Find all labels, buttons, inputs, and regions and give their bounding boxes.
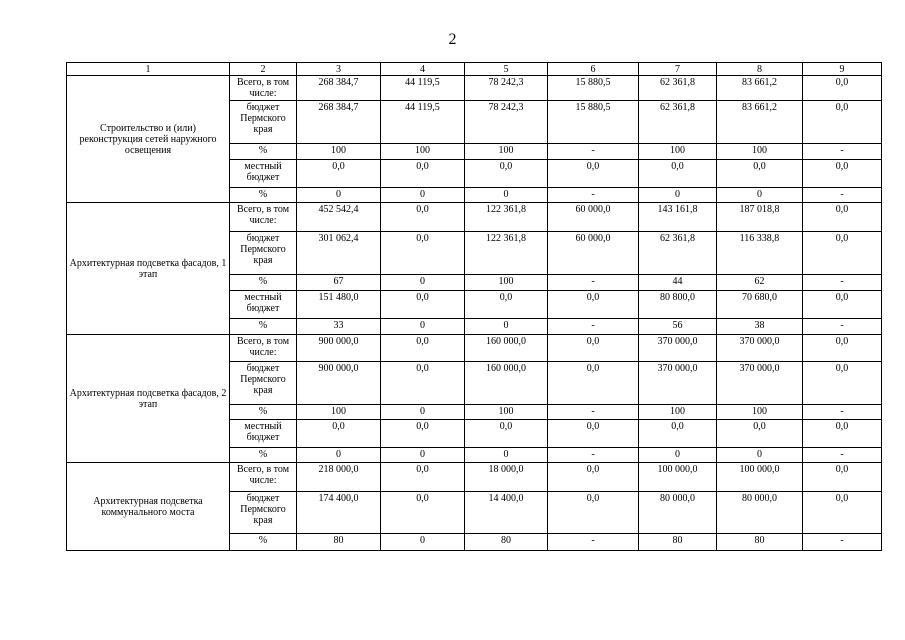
value-cell: 80	[639, 534, 717, 551]
value-cell: 452 542,4	[297, 203, 381, 232]
value-cell: 44	[639, 275, 717, 291]
value-cell: 122 361,8	[465, 203, 548, 232]
value-cell: 0,0	[803, 463, 882, 492]
value-cell: 62 361,8	[639, 232, 717, 275]
value-cell: -	[803, 144, 882, 160]
value-cell: 83 661,2	[717, 76, 803, 101]
value-cell: 0	[297, 188, 381, 203]
value-cell: 0	[465, 319, 548, 335]
value-cell: 0,0	[381, 362, 465, 405]
value-cell: 0,0	[381, 492, 465, 534]
value-cell: 18 000,0	[465, 463, 548, 492]
value-cell: 100	[717, 405, 803, 420]
funding-type: местный бюджет	[230, 420, 297, 448]
page-number: 2	[448, 31, 457, 48]
value-cell: 0	[639, 188, 717, 203]
table-row	[67, 76, 882, 101]
value-cell: 0	[465, 188, 548, 203]
budget-table	[66, 62, 882, 551]
funding-type: Всего, в том числе:	[230, 203, 297, 232]
section-name: Архитектурная подсветка фасадов, 2 этап	[67, 335, 230, 463]
table-row	[67, 335, 882, 362]
value-cell: 33	[297, 319, 381, 335]
funding-type: %	[230, 448, 297, 463]
value-cell: 100	[297, 405, 381, 420]
value-cell: 100	[717, 144, 803, 160]
column-header: 7	[639, 63, 717, 76]
funding-type: Всего, в том числе:	[230, 463, 297, 492]
value-cell: 370 000,0	[717, 362, 803, 405]
value-cell: 100	[465, 144, 548, 160]
value-cell: 160 000,0	[465, 335, 548, 362]
value-cell: 268 384,7	[297, 76, 381, 101]
value-cell: 100	[297, 144, 381, 160]
funding-type: бюджет Пермского края	[230, 101, 297, 144]
section-name: Архитектурная подсветка фасадов, 1 этап	[67, 203, 230, 335]
table-row	[67, 203, 882, 232]
value-cell: 0,0	[717, 160, 803, 188]
value-cell: 0	[465, 448, 548, 463]
value-cell: -	[803, 448, 882, 463]
value-cell: 0,0	[803, 203, 882, 232]
value-cell: 0,0	[297, 420, 381, 448]
value-cell: 0	[381, 319, 465, 335]
value-cell: 100	[639, 405, 717, 420]
value-cell: 80 000,0	[639, 492, 717, 534]
value-cell: 15 880,5	[548, 76, 639, 101]
value-cell: -	[803, 188, 882, 203]
funding-type: %	[230, 319, 297, 335]
value-cell: 900 000,0	[297, 335, 381, 362]
value-cell: -	[548, 188, 639, 203]
value-cell: 0,0	[717, 420, 803, 448]
value-cell: 0,0	[381, 291, 465, 319]
value-cell: -	[548, 319, 639, 335]
section-name: Строительство и (или) реконструкция сетей наружного освещения	[67, 76, 230, 203]
value-cell: 62 361,8	[639, 76, 717, 101]
section-name: Архитектурная подсветка коммунального моста	[67, 463, 230, 551]
value-cell: 15 880,5	[548, 101, 639, 144]
value-cell: 174 400,0	[297, 492, 381, 534]
column-header: 3	[297, 63, 381, 76]
value-cell: 60 000,0	[548, 232, 639, 275]
value-cell: 100 000,0	[717, 463, 803, 492]
value-cell: 80	[465, 534, 548, 551]
value-cell: 0	[381, 275, 465, 291]
column-header: 6	[548, 63, 639, 76]
value-cell: -	[548, 405, 639, 420]
value-cell: 80 000,0	[717, 492, 803, 534]
value-cell: 122 361,8	[465, 232, 548, 275]
value-cell: 0,0	[381, 335, 465, 362]
value-cell: 0	[381, 534, 465, 551]
value-cell: -	[803, 319, 882, 335]
table-row	[67, 463, 882, 492]
value-cell: 0,0	[548, 335, 639, 362]
value-cell: 0	[717, 448, 803, 463]
value-cell: 0,0	[465, 291, 548, 319]
value-cell: 80	[297, 534, 381, 551]
value-cell: 100	[465, 405, 548, 420]
value-cell: 60 000,0	[548, 203, 639, 232]
value-cell: 62	[717, 275, 803, 291]
value-cell: 100 000,0	[639, 463, 717, 492]
value-cell: 0,0	[803, 76, 882, 101]
value-cell: 143 161,8	[639, 203, 717, 232]
value-cell: 268 384,7	[297, 101, 381, 144]
funding-type: %	[230, 534, 297, 551]
value-cell: 0,0	[803, 160, 882, 188]
value-cell: 370 000,0	[639, 335, 717, 362]
funding-type: бюджет Пермского края	[230, 232, 297, 275]
value-cell: 0,0	[639, 160, 717, 188]
header-row	[67, 63, 882, 76]
column-header: 9	[803, 63, 882, 76]
value-cell: -	[548, 275, 639, 291]
value-cell: 218 000,0	[297, 463, 381, 492]
value-cell: 0,0	[381, 463, 465, 492]
value-cell: 0,0	[381, 160, 465, 188]
value-cell: 0,0	[803, 420, 882, 448]
value-cell: 370 000,0	[717, 335, 803, 362]
value-cell: 38	[717, 319, 803, 335]
value-cell: 80	[717, 534, 803, 551]
value-cell: 0,0	[639, 420, 717, 448]
value-cell: 0,0	[548, 463, 639, 492]
funding-type: местный бюджет	[230, 160, 297, 188]
value-cell: 0,0	[803, 335, 882, 362]
value-cell: 67	[297, 275, 381, 291]
value-cell: -	[803, 534, 882, 551]
value-cell: 187 018,8	[717, 203, 803, 232]
value-cell: 0,0	[548, 492, 639, 534]
value-cell: 100	[639, 144, 717, 160]
value-cell: 0,0	[548, 291, 639, 319]
value-cell: 0,0	[465, 160, 548, 188]
value-cell: 370 000,0	[639, 362, 717, 405]
column-header: 8	[717, 63, 803, 76]
value-cell: 116 338,8	[717, 232, 803, 275]
value-cell: 0,0	[381, 232, 465, 275]
funding-type: %	[230, 188, 297, 203]
value-cell: 0	[639, 448, 717, 463]
value-cell: -	[548, 448, 639, 463]
value-cell: 78 242,3	[465, 101, 548, 144]
column-header: 2	[230, 63, 297, 76]
value-cell: 900 000,0	[297, 362, 381, 405]
funding-type: бюджет Пермского края	[230, 492, 297, 534]
column-header: 1	[67, 63, 230, 76]
value-cell: 14 400,0	[465, 492, 548, 534]
value-cell: 0,0	[548, 160, 639, 188]
funding-type: %	[230, 144, 297, 160]
value-cell: 0	[297, 448, 381, 463]
funding-type: %	[230, 275, 297, 291]
value-cell: 160 000,0	[465, 362, 548, 405]
value-cell: 0	[381, 448, 465, 463]
value-cell: 56	[639, 319, 717, 335]
funding-type: местный бюджет	[230, 291, 297, 319]
value-cell: 0,0	[381, 420, 465, 448]
value-cell: 0,0	[803, 232, 882, 275]
value-cell: 78 242,3	[465, 76, 548, 101]
value-cell: 151 480,0	[297, 291, 381, 319]
column-header: 5	[465, 63, 548, 76]
value-cell: 0	[381, 188, 465, 203]
funding-type: Всего, в том числе:	[230, 335, 297, 362]
value-cell: 0,0	[297, 160, 381, 188]
value-cell: 62 361,8	[639, 101, 717, 144]
value-cell: -	[548, 144, 639, 160]
value-cell: -	[803, 405, 882, 420]
value-cell: 0,0	[803, 362, 882, 405]
column-header: 4	[381, 63, 465, 76]
value-cell: 0,0	[381, 203, 465, 232]
value-cell: 0,0	[548, 420, 639, 448]
funding-type: %	[230, 405, 297, 420]
value-cell: 0	[717, 188, 803, 203]
value-cell: 70 680,0	[717, 291, 803, 319]
value-cell: -	[548, 534, 639, 551]
value-cell: 100	[465, 275, 548, 291]
value-cell: 0	[381, 405, 465, 420]
value-cell: 44 119,5	[381, 76, 465, 101]
value-cell: 0,0	[465, 420, 548, 448]
value-cell: 80 800,0	[639, 291, 717, 319]
value-cell: 83 661,2	[717, 101, 803, 144]
value-cell: 301 062,4	[297, 232, 381, 275]
value-cell: 0,0	[803, 291, 882, 319]
value-cell: 100	[381, 144, 465, 160]
value-cell: 44 119,5	[381, 101, 465, 144]
value-cell: 0,0	[803, 492, 882, 534]
funding-type: бюджет Пермского края	[230, 362, 297, 405]
value-cell: 0,0	[803, 101, 882, 144]
value-cell: 0,0	[548, 362, 639, 405]
value-cell: -	[803, 275, 882, 291]
funding-type: Всего, в том числе:	[230, 76, 297, 101]
